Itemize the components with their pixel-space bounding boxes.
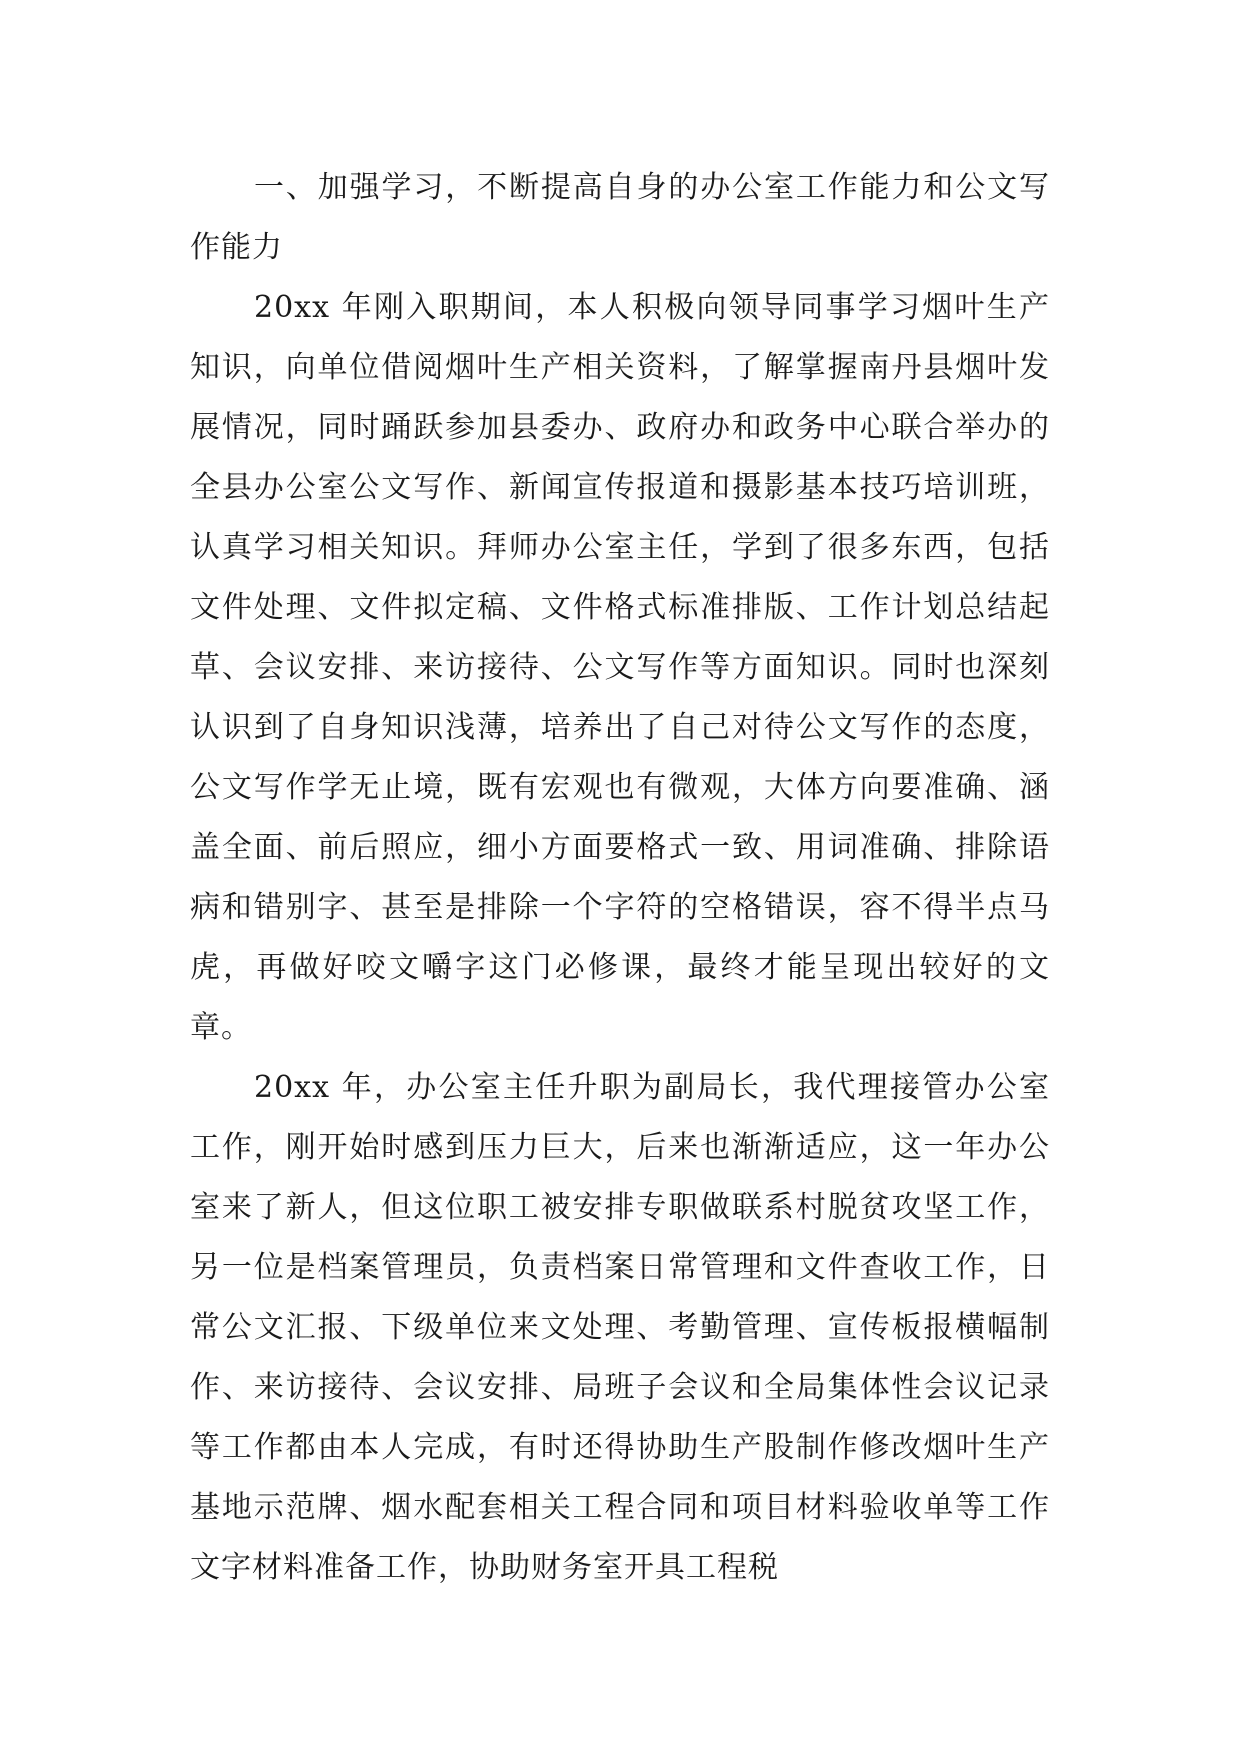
document-body	[190, 158, 1050, 1598]
section-heading: 一、加强学习，不断提高自身的办公室工作能力和公文写作能力	[190, 170, 1050, 265]
paragraph-study: 20xx 年刚入职期间，本人积极向领导同事学习烟叶生产知识，向单位借阅烟叶生产相关资料，了解掌握南丹县烟叶发展情况，同时踊跃参加县委办、政府办和政务中心联合举办的全县办公室公文写作、新闻宣传报道和摄影基本技巧培训班，认真学习相关知识。拜师办公室主任，学到了很多东西，包括文件处理、文件拟定稿、文件格式标准排版、工作计划总结起草、会议安排、来访接待、公文写作等方面知识。同时也深刻认识到了自身知识浅薄，培养出了自己对待公文写作的态度，公文写作学无止境，既有宏观也有微观，大体方向要准确、涵盖全面、前后照应，细小方面要格式一致、用词准确、排除语病和错别字、甚至是排除一个字符的空格错误，容不得半点马虎，再做好咬文嚼字这门必修课，最终才能呈现出较好的文章。	[190, 290, 1050, 1045]
paragraph-office-work: 20xx 年，办公室主任升职为副局长，我代理接管办公室工作，刚开始时感到压力巨大，后来也渐渐适应，这一年办公室来了新人，但这位职工被安排专职做联系村脱贫攻坚工作，另一位是档案管理员，负责档案日常管理和文件查收工作，日常公文汇报、下级单位来文处理、考勤管理、宣传板报横幅制作、来访接待、会议安排、局班子会议和全局集体性会议记录等工作都由本人完成，有时还得协助生产股制作修改烟叶生产基地示范牌、烟水配套相关工程合同和项目材料验收单等工作文字材料准备工作，协助财务室开具工程税	[190, 1070, 1050, 1585]
